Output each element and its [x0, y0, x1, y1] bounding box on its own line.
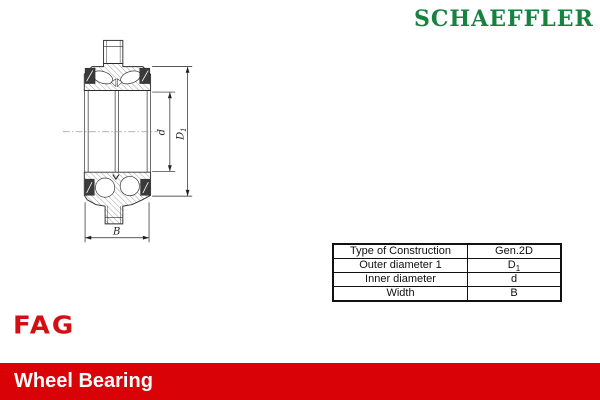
ball-right: [120, 176, 139, 195]
ball-left: [95, 178, 114, 197]
fag-logo: FAG: [13, 311, 76, 341]
schaeffler-logo: SCHAEFFLER: [414, 6, 594, 32]
table-row: [334, 245, 560, 258]
label-d: d: [156, 128, 168, 136]
spec-value: d: [510, 273, 518, 285]
bore-walls: [85, 91, 151, 173]
spec-property: Outer diameter 1: [334, 259, 468, 272]
label-d1: $D_1$: [175, 127, 189, 140]
spec-property: Inner diameter: [334, 273, 468, 286]
label-b: B: [112, 226, 121, 238]
spec-table: [332, 243, 562, 302]
top-flange-stub: [104, 40, 123, 63]
table-row: [334, 286, 560, 300]
footer-bar: [0, 363, 600, 400]
upper-outer-ring: [84, 64, 150, 91]
spec-property: Width: [334, 287, 468, 300]
bearing-cross-section-drawing: [55, 35, 240, 310]
lower-ring: [84, 172, 150, 224]
table-row: [334, 258, 560, 272]
lower-seal-right: [141, 179, 150, 195]
table-row: [334, 272, 560, 286]
spec-value: $D_1$: [507, 259, 521, 272]
spec-value: B: [510, 287, 518, 299]
spec-value: Gen.2D: [495, 245, 533, 257]
page-title: Wheel Bearing: [14, 370, 153, 392]
spec-property: Type of Construction: [334, 245, 468, 258]
